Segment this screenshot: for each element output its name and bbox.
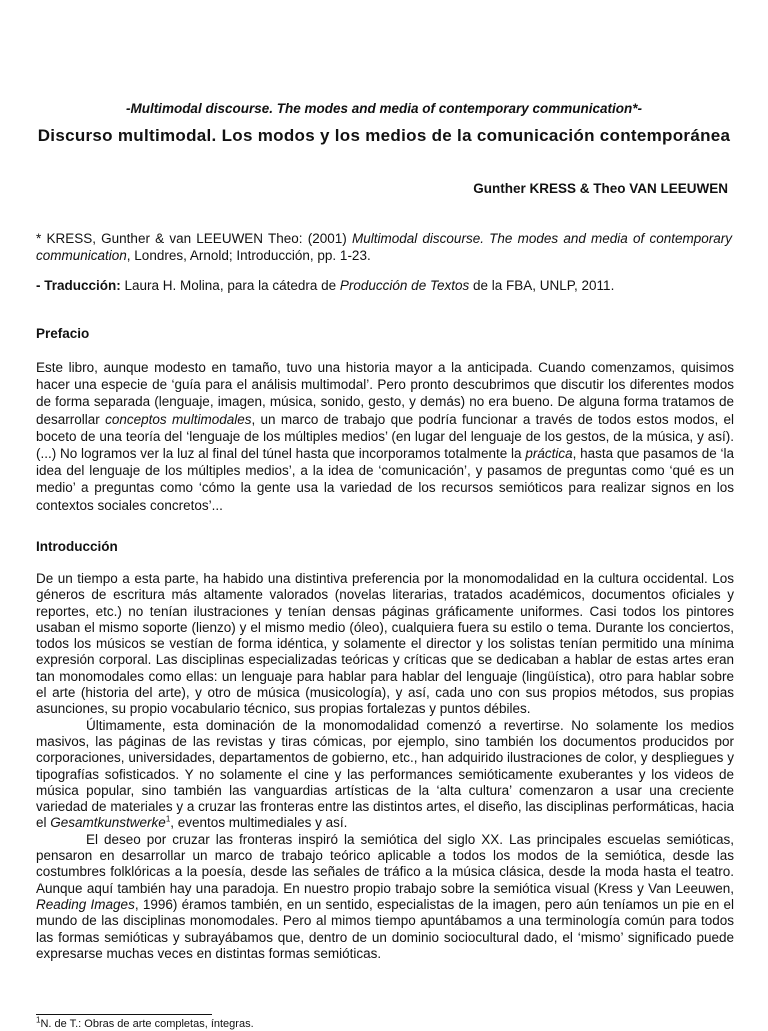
intro-p2-text-a: Últimamente, esta dominación de la monomodalidad comenzó a revertirse. No solamente los medios masivos, las páginas de las revistas y tiras cómicas, por ejemplo, sino también los documentos producidos por corporaciones, universidades, departamentos de gobierno, etc., han adquirido ilustraciones de color, y despliegues y tipografías sofisticados. Y no solamente el cine y las performances semióticamente exuberantes y los videos de música popular, sino también las vanguardias artísticas de la ‘alta cultura’ comenzaron a usar una creciente variedad de materiales y a cruzar las fronteras entre las distintos artes, el diseño, las disciplinas performáticas, hacia el [36, 717, 734, 831]
footnote [36, 1015, 254, 1031]
footnote-mark: 1 [36, 1015, 41, 1025]
prefacio-italic-1: conceptos multimodales [105, 411, 252, 427]
introduccion-heading: Introducción [36, 539, 118, 554]
intro-p3-text-b: , 1996) éramos también, en un sentido, especialistas de la imagen, pero aún teníamos un pie en el mundo de las disciplinas monomodales. Pero al mimos tiempo apuntábamos a una terminología común para todos las formas semióticas y subrayábamos que, dentro de un dominio sociocultural dado, el ‘mismo’ significado puede expresarse muchas veces en distintas formas semióticas. [36, 896, 735, 961]
reference-prefix: * KRESS, Gunther & van LEEUWEN Theo: (2001) [36, 231, 352, 246]
reference-book-title: Multimodal discourse. The modes and media of contemporary communication [36, 231, 732, 264]
page-title: Discurso multimodal. Los modos y los medios de la comunicación contemporánea [37, 126, 731, 145]
introduccion-paragraph-3 [36, 832, 734, 962]
intro-p3-italic: Reading Images [36, 896, 135, 912]
translation-credit [36, 277, 732, 294]
intro-p2-italic: Gesamtkunstwerke [50, 815, 166, 831]
footnote-text: N. de T.: Obras de arte completas, íntegras. [40, 1018, 254, 1030]
intro-p3-text-a: El deseo por cruzar las fronteras inspiró la semiótica del siglo XX. Las principales escuelas semióticas, pensaron en desarrollar un marco de trabajo teórico aplicable a todos los modos de la semiótica, desde las costumbres folklóricas a la poesía, desde las señales de tráfico a la música clásica, desde la moda hasta el teatro. Aunque aquí también hay una paradoja. En nuestro propio trabajo sobre la semiótica visual (Kress y Van Leeuwen, [36, 831, 734, 896]
prefacio-text-3: , hasta que pasamos de ‘la idea del lenguaje de los múltiples medios’, a la idea de ‘comunicación’, y pasamos de preguntas como ‘qué es un medio’ a preguntas como ‘cómo la gente usa la variedad de los recursos semióticos para realizar signos en los contextos sociales concretos’... [36, 446, 734, 513]
introduccion-paragraph-1: De un tiempo a esta parte, ha habido una distintiva preferencia por la monomodalidad en la cultura occidental. Los géneros de escritura más altamente valorados (novelas literarias, tratados académicos, documentos oficiales y reportes, etc.) no tenían ilustraciones y tenían densas páginas gráficamente uniformes. Casi todos los pintores usaban el mismo soporte (lienzo) y el mismo medio (óleo), cualquiera fuera su estilo o tema. Durante los conciertos, todos los músicos se vestían de forma idéntica, y solamente el director y los solistas tenían permitido una mínima expresión corporal. Las disciplinas especializadas teóricas y críticas que se dedicaban a hablar de estas artes eran tan monomodales como ellas: un lenguaje para hablar para hablar del lenguaje (lingüística), otro para hablar sobre el arte (historia del arte), y otro de música (musicología), y así, cada uno con sus propios métodos, sus propias asunciones, su propio vocabulario técnico, sus propias fortalezas y puntos débiles. [36, 571, 734, 717]
introduccion-paragraph-2 [36, 718, 734, 832]
introduccion-body [36, 571, 734, 962]
translation-text-2: de la FBA, UNLP, 2011. [469, 278, 615, 293]
english-title: -Multimodal discourse. The modes and media of contemporary communication*- [125, 101, 643, 116]
prefacio-paragraph [36, 359, 734, 514]
authors: Gunther KRESS & Theo VAN LEEUWEN [473, 181, 728, 196]
prefacio-text-2: , un marco de trabajo que podría funcionar a través de todos estos modos, el boceto de una teoría del ‘lenguaje de los múltiples medios’ (en lugar del lenguaje de los gestos, de la música, y así). (...) No logramos ver la luz al final del túnel hasta que incorporamos totalmente la [36, 411, 735, 462]
footnote-reference: 1 [165, 814, 171, 824]
reference-suffix: , Londres, Arnold; Introducción, pp. 1-23. [126, 248, 371, 264]
prefacio-heading: Prefacio [36, 326, 90, 341]
intro-p2-text-b: , eventos multimediales y así. [170, 815, 348, 831]
translation-text-1: Laura H. Molina, para la cátedra de [120, 278, 340, 293]
bibliographic-reference [36, 230, 732, 264]
translation-label: - Traducción: [36, 278, 121, 293]
prefacio-text-1: Este libro, aunque modesto en tamaño, tuvo una historia mayor a la anticipada. Cuando comenzamos, quisimos hacer una especie de ‘guía para el análisis multimodal’. Pero pronto descubrimos que discutir los diferentes modos de forma separada (lenguaje, imagen, música, sonido, gesto, y demás) no era bueno. De alguna forma tratamos de desarrollar [36, 360, 734, 427]
footnote-divider [36, 1014, 212, 1015]
prefacio-italic-2: práctica [525, 446, 573, 462]
translation-course: Producción de Textos [339, 278, 470, 293]
